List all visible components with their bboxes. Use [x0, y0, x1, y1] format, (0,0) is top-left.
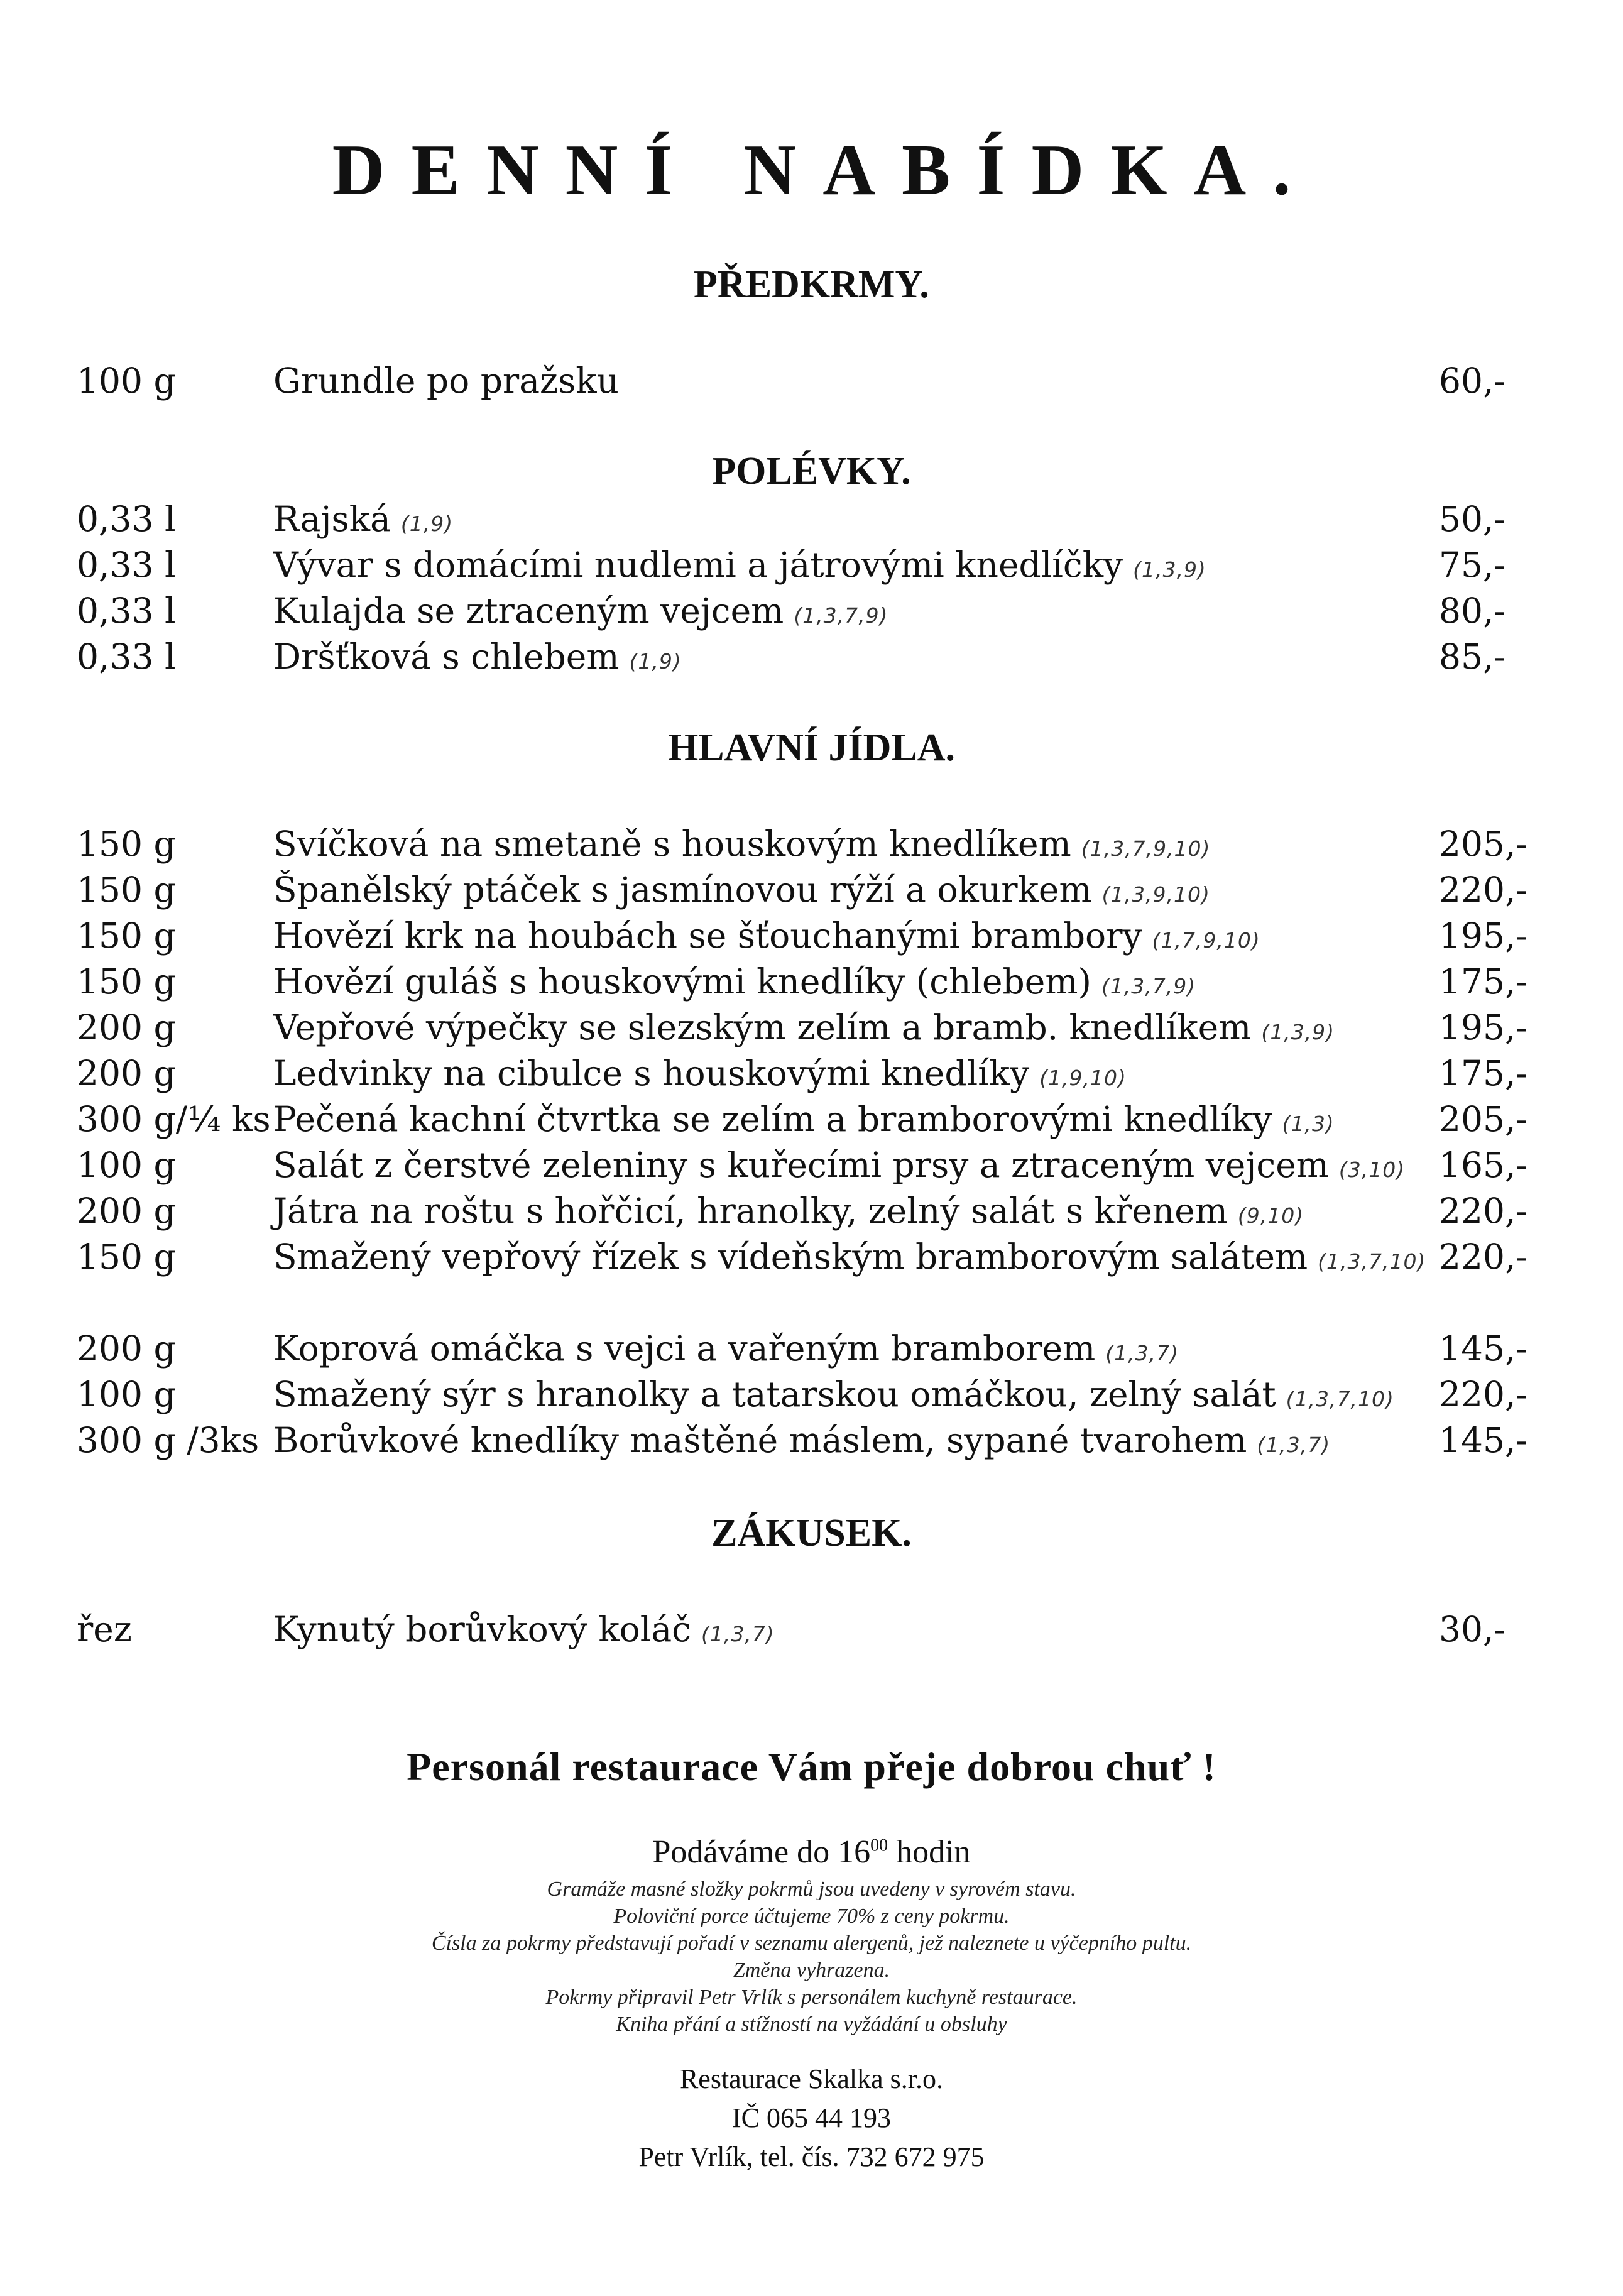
item-quantity: 200 g — [77, 1191, 176, 1231]
item-quantity: 100 g — [77, 361, 176, 401]
footer — [0, 2060, 1623, 2177]
note-line: Čísla za pokrmy představují pořadí v seznamu alergenů, jež naleznete u výčepního pultu. — [431, 1932, 1192, 1955]
item-quantity: 200 g — [77, 1328, 176, 1369]
item-price: 145,- — [1439, 1420, 1528, 1460]
item-name-wrap — [273, 1234, 1426, 1284]
menu-item — [0, 358, 1623, 403]
note-line: Gramáže masné složky pokrmů jsou uvedeny v syrovém stavu. — [547, 1878, 1076, 1901]
item-quantity: 0,33 l — [77, 499, 176, 539]
item-price: 175,- — [1439, 1053, 1528, 1093]
item-allergens: (1,3,7) — [1105, 1341, 1179, 1365]
item-name: Svíčková na smetaně s houskovým knedlíkem — [273, 824, 1071, 864]
item-price: 195,- — [1439, 916, 1528, 956]
item-price: 220,- — [1439, 1237, 1528, 1277]
footer-contact: Petr Vrlík, tel. čís. 732 672 975 — [638, 2141, 985, 2172]
item-name-wrap — [273, 496, 453, 547]
item-name: Hovězí guláš s houskovými knedlíky (chlebem) — [273, 961, 1091, 1002]
item-allergens: (1,3,9) — [1133, 557, 1206, 582]
item-quantity: 300 g /3ks — [77, 1420, 260, 1460]
item-price: 85,- — [1439, 637, 1506, 677]
menu-item — [0, 1142, 1623, 1188]
item-name: Hovězí krk na houbách se šťouchanými brambory — [273, 916, 1142, 956]
section-heading-predkrmy: PŘEDKRMY. — [694, 263, 929, 306]
item-price: 175,- — [1439, 961, 1528, 1002]
menu-item — [0, 1372, 1623, 1417]
item-name: Koprová omáčka s vejci a vařeným bramborem — [273, 1328, 1096, 1369]
menu-item — [0, 1234, 1623, 1279]
menu-item — [0, 913, 1623, 958]
item-name-wrap — [273, 1096, 1335, 1147]
item-name: Borůvkové knedlíky maštěné máslem, sypané tvarohem — [273, 1420, 1247, 1460]
item-name: Vývar s domácími nudlemi a játrovými knedlíčky — [273, 545, 1123, 585]
item-name-wrap — [273, 1142, 1405, 1193]
item-name-wrap — [273, 634, 682, 684]
serving-prefix: Podáváme do 16 — [652, 1834, 871, 1870]
item-name-wrap — [273, 358, 619, 403]
item-allergens: (1,3,7,10) — [1318, 1249, 1426, 1274]
menu-item — [0, 821, 1623, 866]
item-quantity: 0,33 l — [77, 545, 176, 585]
item-allergens: (1,3) — [1282, 1112, 1335, 1136]
item-name-wrap — [273, 1326, 1179, 1376]
menu-item — [0, 634, 1623, 679]
section-heading-hlavni: HLAVNÍ JÍDLA. — [667, 726, 956, 769]
item-name-wrap — [273, 1005, 1335, 1055]
note-line: Poloviční porce účtujeme 70% z ceny pokrmu. — [613, 1905, 1010, 1928]
item-name-wrap — [273, 542, 1206, 593]
item-name: Smažený vepřový řízek s vídeňským bramborovým salátem — [273, 1237, 1308, 1277]
item-name: Dršťková s chlebem — [273, 637, 620, 677]
menu-item — [0, 1188, 1623, 1233]
item-allergens: (1,3,7) — [701, 1622, 775, 1646]
note-line: Změna vyhrazena. — [733, 1959, 890, 1982]
item-allergens: (1,9) — [629, 649, 682, 674]
item-allergens: (1,3,7,9) — [1101, 974, 1196, 998]
item-quantity: řez — [77, 1609, 132, 1649]
item-name-wrap — [273, 588, 888, 638]
item-name-wrap — [273, 821, 1210, 872]
item-price: 60,- — [1439, 361, 1506, 401]
item-price: 165,- — [1439, 1145, 1528, 1185]
item-price: 80,- — [1439, 591, 1506, 631]
footer-ico: IČ 065 44 193 — [732, 2102, 891, 2133]
item-name: Rajská — [273, 499, 391, 539]
item-price: 220,- — [1439, 1374, 1528, 1414]
item-name-wrap — [273, 1051, 1127, 1101]
closing-message: Personál restaurace Vám přeje dobrou chuť ! — [407, 1744, 1216, 1789]
item-quantity: 150 g — [77, 824, 176, 864]
item-name-wrap — [273, 959, 1196, 1009]
note-line: Pokrmy připravil Petr Vrlík s personálem kuchyně restaurace. — [545, 1986, 1078, 2009]
item-quantity: 150 g — [77, 916, 176, 956]
notes-block — [0, 1876, 1623, 2038]
note-line: Kniha přání a stížností na vyžádání u obsluhy — [616, 2013, 1007, 2036]
item-allergens: (1,3,7) — [1257, 1433, 1331, 1457]
menu-item — [0, 496, 1623, 542]
serving-superscript: 00 — [870, 1835, 888, 1856]
item-price: 220,- — [1439, 870, 1528, 910]
item-name: Smažený sýr s hranolky a tatarskou omáčkou, zelný salát — [273, 1374, 1276, 1414]
item-quantity: 100 g — [77, 1374, 176, 1414]
section-heading-polevky: POLÉVKY. — [712, 450, 911, 493]
menu-item — [0, 1051, 1623, 1096]
item-name-wrap — [273, 1607, 775, 1657]
item-allergens: (1,9) — [400, 511, 454, 536]
item-allergens: (1,3,9) — [1261, 1020, 1335, 1044]
page-title: DENNÍ NABÍDKA. — [332, 130, 1318, 210]
item-quantity: 100 g — [77, 1145, 176, 1185]
item-name: Kynutý borůvkový koláč — [273, 1609, 691, 1649]
item-price: 220,- — [1439, 1191, 1528, 1231]
item-allergens: (1,3,7,10) — [1286, 1387, 1394, 1411]
menu-item — [0, 1326, 1623, 1371]
menu-item — [0, 1005, 1623, 1050]
item-allergens: (1,3,7,9) — [794, 603, 888, 628]
item-price: 30,- — [1439, 1609, 1506, 1649]
item-name: Salát z čerstvé zeleniny s kuřecími prsy a ztraceným vejcem — [273, 1145, 1329, 1185]
item-quantity: 150 g — [77, 1237, 176, 1277]
item-price: 205,- — [1439, 824, 1528, 864]
item-price: 205,- — [1439, 1099, 1528, 1139]
item-quantity: 200 g — [77, 1053, 176, 1093]
item-quantity: 0,33 l — [77, 591, 176, 631]
item-price: 50,- — [1439, 499, 1506, 539]
item-name: Španělský ptáček s jasmínovou rýží a okurkem — [273, 870, 1092, 910]
menu-item — [0, 1418, 1623, 1463]
footer-company: Restaurace Skalka s.r.o. — [679, 2064, 944, 2094]
menu-item — [0, 1096, 1623, 1142]
item-name-wrap — [273, 1372, 1394, 1422]
item-name-wrap — [273, 1418, 1330, 1468]
item-quantity: 200 g — [77, 1007, 176, 1047]
menu-item — [0, 542, 1623, 588]
item-allergens: (1,3,9,10) — [1101, 882, 1210, 907]
menu-item — [0, 588, 1623, 633]
item-quantity: 0,33 l — [77, 637, 176, 677]
item-quantity: 150 g — [77, 870, 176, 910]
item-name: Játra na roštu s hořčicí, hranolky, zelný salát s křenem — [273, 1191, 1228, 1231]
item-name: Vepřové výpečky se slezským zelím a bramb. knedlíkem — [273, 1007, 1252, 1047]
item-name-wrap — [273, 1188, 1304, 1238]
serving-suffix: hodin — [888, 1834, 971, 1870]
item-allergens: (1,9,10) — [1039, 1066, 1127, 1090]
item-price: 75,- — [1439, 545, 1506, 585]
item-allergens: (1,7,9,10) — [1152, 928, 1260, 953]
item-allergens: (1,3,7,9,10) — [1081, 836, 1211, 861]
item-allergens: (9,10) — [1237, 1203, 1304, 1228]
item-quantity: 300 g/¼ ks — [77, 1099, 271, 1139]
menu-item — [0, 867, 1623, 912]
menu-item — [0, 959, 1623, 1004]
item-allergens: (3,10) — [1338, 1157, 1406, 1182]
item-price: 145,- — [1439, 1328, 1528, 1369]
item-name-wrap — [273, 867, 1210, 917]
item-name: Kulajda se ztraceným vejcem — [273, 591, 784, 631]
section-heading-zakusek: ZÁKUSEK. — [711, 1512, 912, 1555]
item-name: Grundle po pražsku — [273, 361, 619, 401]
item-name-wrap — [273, 913, 1260, 963]
menu-item — [0, 1607, 1623, 1652]
serving-hours — [0, 1834, 1623, 1871]
item-price: 195,- — [1439, 1007, 1528, 1047]
item-name: Pečená kachní čtvrtka se zelím a bramborovými knedlíky — [273, 1099, 1272, 1139]
item-name: Ledvinky na cibulce s houskovými knedlíky — [273, 1053, 1030, 1093]
item-quantity: 150 g — [77, 961, 176, 1002]
